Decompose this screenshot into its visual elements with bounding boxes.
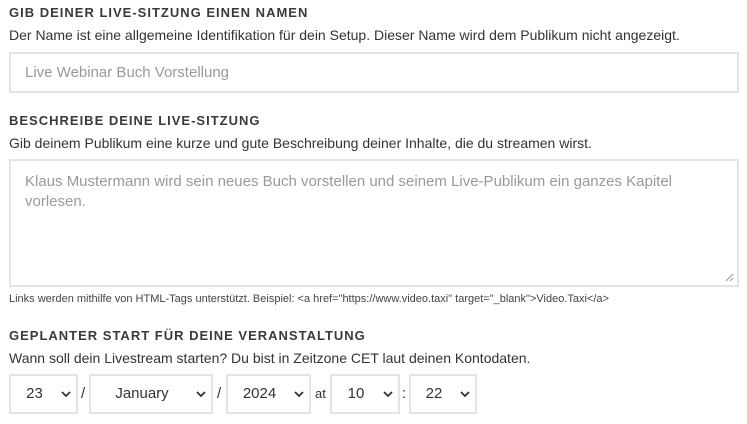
day-value: 23 — [26, 385, 43, 402]
description-section — [9, 113, 738, 152]
chevron-down-icon — [293, 388, 305, 400]
month-value: January — [115, 385, 169, 402]
time-separator: : — [402, 385, 407, 402]
hour-value: 10 — [347, 385, 365, 402]
chevron-down-icon — [195, 388, 207, 400]
session-description-textarea[interactable] — [9, 159, 739, 287]
chevron-down-icon — [60, 388, 72, 400]
name-description: Der Name ist eine allgemeine Identifikation für dein Setup. Dieser Name wird dem Publikum nicht angezeigt. — [9, 27, 680, 43]
session-description-value: Klaus Mustermann wird sein neues Buch vorstellen und seinem Live-Publikum ein ganzes Kapitel vorlesen. — [25, 173, 673, 210]
minute-select[interactable] — [409, 374, 477, 414]
month-select[interactable] — [89, 374, 213, 414]
session-name-value: Live Webinar Buch Vorstellung — [25, 64, 230, 81]
chevron-down-icon — [382, 388, 394, 400]
resize-handle-icon[interactable] — [725, 273, 734, 282]
day-select[interactable] — [9, 374, 78, 414]
html-links-hint: Links werden mithilfe von HTML-Tags unterstützt. Beispiel: <a href="https://www.video.taxi" target="_blank">Video.Taxi</a> — [9, 293, 609, 305]
minute-value: 22 — [425, 385, 443, 402]
year-select[interactable] — [226, 374, 311, 414]
name-section — [9, 5, 738, 44]
start-heading: GEPLANTER START FÜR DEINE VERANSTALTUNG — [9, 328, 366, 343]
date-separator-1: / — [81, 385, 86, 402]
description-heading: BESCHREIBE DEINE LIVE-SITZUNG — [9, 113, 261, 128]
name-heading: GIB DEINER LIVE-SITZUNG EINEN NAMEN — [9, 5, 309, 20]
year-value: 2024 — [242, 385, 277, 402]
at-label: at — [315, 386, 326, 401]
session-name-input[interactable] — [9, 52, 739, 93]
description-subtext: Gib deinem Publikum eine kurze und gute Beschreibung deiner Inhalte, die du streamen wirst. — [9, 135, 592, 151]
start-description: Wann soll dein Livestream starten? Du bist in Zeitzone CET laut deinen Kontodaten. — [9, 350, 531, 366]
start-section — [9, 328, 738, 367]
hour-select[interactable] — [330, 374, 400, 414]
chevron-down-icon — [459, 388, 471, 400]
date-separator-2: / — [217, 385, 222, 402]
